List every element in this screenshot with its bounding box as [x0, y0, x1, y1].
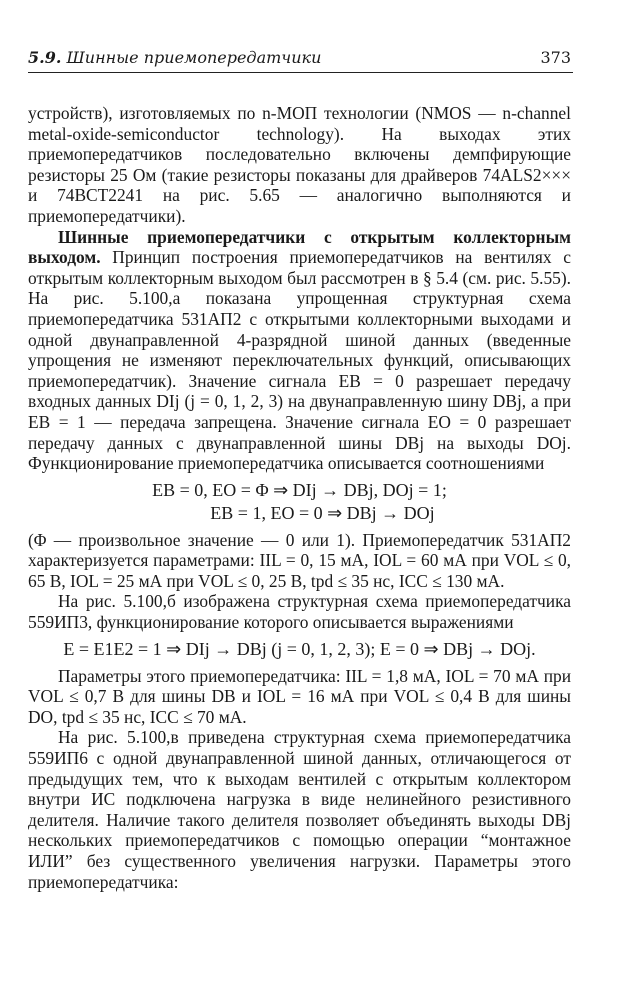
formula-2 — [28, 638, 571, 661]
paragraph-2-text: Принцип построения приемопередатчиков на вентилях с открытым коллекторным выходом был рассмотрен в § 5.4 (см. рис. 5.55). На рис. 5.100,а показана упрощенная структурная схема приемопередатчика 531АП2 с открытыми коллекторными выходами и одной двунаправленной 4-разрядной шиной данных (введенные упрощения не изменяют переключательных функций, описывающих приемопередатчик). Значение сигнала EB = 0 разрешает передачу входных данных DIj (j = 0, 1, 2, 3) на двунаправленную шину DBj, а при EB = 1 — передача запрещена. Значение сигнала EO = 0 разрешает передачу данных с двунаправленной шины DBj на выходы DOj. Функционирование приемопередатчика описывается соотношениями — [28, 247, 571, 474]
paragraph-5: Параметры этого приемопередатчика: IIL = 1,8 мА, IOL = 70 мА при VOL ≤ 0,7 В для шины DB и IOL = 16 мА при VOL ≤ 0,4 В для шины DO, tpd ≤ 35 нс, ICC ≤ 70 мА. — [28, 665, 571, 727]
paragraph-3: (Φ — произвольное значение — 0 или 1). Приемопередатчик 531АП2 характеризуется параметрами: IIL = 0, 15 мА, IOL = 60 мА при VOL ≤ 0, 65 В, IOL = 25 мА при VOL ≤ 0, 25 В, tpd ≤ 35 нс, ICC ≤ 130 мА. — [28, 529, 571, 591]
paragraph-6: На рис. 5.100,в приведена структурная схема приемопередатчика 559ИП6 с одной двунаправленной шиной данных, отличающегося от предыдущих тем, что к выходам вентилей с открытым коллектором внутри ИС подключена нагрузка в виде нелинейного резистивного делителя. Наличие такого делителя позволяет объединять выходы DBj нескольких приемопередатчиков с помощью операции “монтажное ИЛИ” без существенного увеличения нагрузки. Параметры этого приемопередатчика: — [28, 727, 571, 892]
formula-1 — [28, 479, 571, 525]
formula-2-line: E = E1E2 = 1 ⇒ DIj → DBj (j = 0, 1, 2, 3); E = 0 ⇒ DBj → DOj. — [63, 638, 536, 659]
formula-1-line-2: EB = 1, EO = 0 ⇒ DBj → DOj — [210, 502, 435, 523]
formula-1-line-1: EB = 0, EO = Φ ⇒ DIj → DBj, DOj = 1; — [152, 479, 447, 500]
header-section — [28, 48, 321, 67]
section-title: Шинные приемопередатчики — [66, 48, 322, 67]
body-text — [28, 103, 571, 892]
paragraph-2-heading: Шинные приемопередатчики с открытым коллекторным выходом. — [28, 226, 571, 268]
section-number: 5.9. — [28, 48, 62, 67]
paragraph-4: На рис. 5.100,б изображена структурная схема приемопередатчика 559ИП3, функционирование которого описывается выражениями — [28, 591, 571, 633]
paragraph-1: устройств), изготовляемых по n-МОП технологии (NMOS — n-channel metal-oxide-semiconductor technology). На выходах этих приемопередатчиков последовательно включены демпфирующие резисторы 25 Ом (такие резисторы показаны для драйверов 74ALS2××× и 74BCT2241 на рис. 5.65 — аналогично выполняются и приемопередатчики). — [28, 103, 571, 226]
paragraph-2 — [28, 227, 571, 474]
page-number: 373 — [540, 48, 571, 67]
running-header — [28, 46, 573, 73]
